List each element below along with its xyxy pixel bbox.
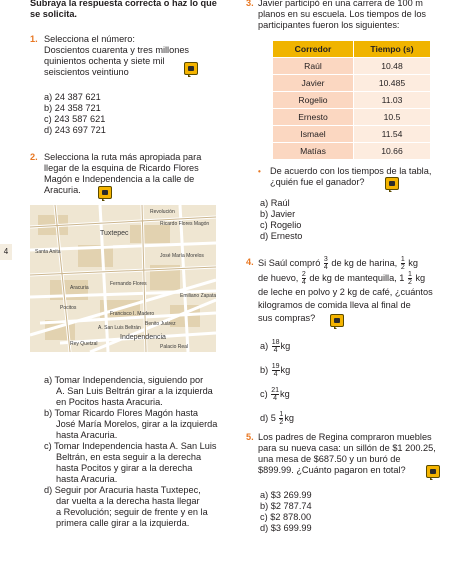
- text: kg: [280, 365, 291, 375]
- map-label-tuxtepec: Tuxtepec: [100, 230, 129, 237]
- question-5-number: 5.: [246, 432, 254, 442]
- map-label-santa-anita: Santa Anita: [35, 249, 61, 255]
- option-d[interactable]: d) Ernesto: [260, 231, 303, 241]
- numerator: 18: [271, 339, 280, 347]
- table-header-row: [273, 41, 431, 58]
- numerator: 1: [407, 271, 412, 278]
- times-table: [272, 40, 431, 160]
- question-2-number: 2.: [30, 152, 38, 162]
- chat-icon[interactable]: [184, 62, 198, 75]
- text: kg: [415, 272, 426, 283]
- table-cell: 10.48: [354, 58, 431, 75]
- option-d-line: a Revolución; seguir de frente y en la: [56, 507, 208, 517]
- text: a): [260, 341, 269, 351]
- option-a[interactable]: a) 24 387 621: [44, 92, 101, 102]
- question-4-line: [258, 271, 433, 286]
- question-5-line: para su nueva casa: un sillón de $1 200.25,: [258, 443, 436, 453]
- map-label-independencia: Independencia: [120, 334, 166, 341]
- option-b[interactable]: b) Tomar Ricardo Flores Magón hasta: [44, 408, 199, 418]
- table-cell: 10.66: [354, 143, 431, 160]
- street-map-svg: [30, 205, 216, 352]
- question-4-number: 4.: [246, 257, 254, 267]
- table-cell: 10.5: [354, 109, 431, 126]
- text: b): [260, 365, 269, 375]
- question-4-line: kilogramos de comida lleva al final de: [258, 300, 411, 310]
- question-4-line: [258, 256, 433, 271]
- denominator: 4: [273, 347, 278, 355]
- table-cell: Javier: [273, 75, 354, 92]
- text: kg: [280, 389, 290, 399]
- option-a-line: en Pocitos hasta Aracuria.: [56, 397, 163, 407]
- map-label-francisco-madero: Francisco I. Madero: [110, 311, 155, 317]
- question-1: [30, 34, 189, 78]
- option-a[interactable]: a) Raúl: [260, 198, 290, 208]
- question-3b-line: ¿quién fue el ganador?: [270, 177, 365, 187]
- question-1-line: Doscientos cuarenta y tres millones: [44, 45, 190, 55]
- numerator: 3: [323, 256, 328, 263]
- table-row: [273, 75, 431, 92]
- question-5-line: Los padres de Regina compraron muebles: [258, 432, 432, 442]
- map-label-san-luis-beltran: A. San Luis Beltrán: [98, 325, 141, 331]
- option-c-line: hasta Aracuria.: [56, 474, 118, 484]
- text: de kg de harina,: [331, 257, 398, 268]
- option-c-line: hasta Pocitos y girar a la derecha: [56, 463, 193, 473]
- map-label-fernando-flores: Fernando Flores: [110, 281, 147, 287]
- chat-icon[interactable]: [330, 314, 344, 327]
- numerator: 2: [301, 271, 306, 278]
- option-c[interactable]: [260, 382, 294, 406]
- option-d-line: primera calle girar a la izquierda.: [56, 518, 190, 528]
- question-4-options: [260, 334, 294, 430]
- map-label-palacio-real: Palacio Real: [160, 344, 189, 350]
- question-3-number: 3.: [246, 0, 254, 8]
- question-1-line: quinientos ochenta y siete mil: [44, 56, 165, 66]
- text: kg: [284, 413, 295, 423]
- question-3-ganador: [258, 166, 431, 188]
- question-4-line: de leche en polvo y 2 kg de café, ¿cuántos: [258, 287, 433, 297]
- map-label-ricardo-flores-magon: Ricardo Flores Magón: [160, 221, 210, 227]
- instructions-line-2: se solicita.: [30, 9, 77, 19]
- question-1-number: 1.: [30, 34, 38, 44]
- text: kg: [280, 341, 291, 351]
- map-label-rey-quetzal: Rey Quetzal: [70, 341, 98, 347]
- option-d[interactable]: d) 243 697 721: [44, 125, 106, 135]
- question-2: [30, 152, 201, 196]
- bullet-icon: •: [258, 167, 261, 176]
- denominator: 4: [323, 264, 328, 271]
- table-row: [273, 126, 431, 143]
- text: de huevo,: [258, 272, 299, 283]
- question-2-line: llegar de la esquina de Ricardo Flores: [44, 163, 199, 173]
- denominator: 4: [273, 395, 278, 403]
- option-b[interactable]: b) 24 358 721: [44, 103, 101, 113]
- question-3-line: planos en su escuela. Los tiempos de los: [258, 9, 427, 19]
- table-row: [273, 109, 431, 126]
- table-cell: 11.03: [354, 92, 431, 109]
- denominator: 2: [279, 419, 284, 427]
- table-cell: Ismael: [273, 126, 354, 143]
- map-label-aracuria: Aracuria: [70, 285, 89, 291]
- numerator: 19: [271, 363, 280, 371]
- map-label-pocitos: Pocitos: [60, 305, 77, 311]
- option-d[interactable]: d) $3 699.99: [260, 523, 312, 533]
- option-b[interactable]: b) Javier: [260, 209, 296, 219]
- denominator: 2: [407, 279, 412, 286]
- question-2-line: Magón e Independencia a la calle de: [44, 174, 195, 184]
- text: c): [260, 389, 268, 399]
- table-row: [273, 58, 431, 75]
- question-2-options: [44, 375, 217, 529]
- text: Si Saúl compró: [258, 257, 321, 268]
- question-5-line: una mesa de $687.50 y un buró de: [258, 454, 401, 464]
- option-c[interactable]: c) Tomar Independencia hasta A. San Luis: [44, 441, 217, 451]
- option-c-line: Beltrán, en esta seguir a la derecha: [56, 452, 202, 462]
- table-cell: Ernesto: [273, 109, 354, 126]
- question-2-line: Selecciona la ruta más apropiada para: [44, 152, 202, 162]
- option-b-line: José María Morelos, girar a la izquierda: [56, 419, 218, 429]
- numerator: 21: [271, 387, 280, 395]
- denominator: 4: [301, 279, 306, 286]
- side-page-tab: 4: [0, 244, 12, 260]
- table-cell: Matías: [273, 143, 354, 160]
- denominator: 4: [273, 371, 278, 379]
- option-a[interactable]: a) Tomar Independencia, siguiendo por: [44, 375, 204, 385]
- numerator: 1: [400, 256, 405, 263]
- option-b[interactable]: [260, 358, 294, 382]
- table-cell: 11.54: [354, 126, 431, 143]
- map-label-emiliano-zapata: Emiliano Zapata: [180, 293, 216, 299]
- fraction: [408, 271, 412, 286]
- fraction: [271, 387, 279, 402]
- option-d-line: dar vuelta a la derecha hasta llegar: [56, 496, 200, 506]
- text: de kg de mantequilla, 1: [309, 272, 405, 283]
- option-a-line: A. San Luis Beltrán girar a la izquierda: [56, 386, 213, 396]
- question-5-line: $899.99. ¿Cuánto pagaron en total?: [258, 465, 406, 475]
- chat-icon[interactable]: [385, 177, 399, 190]
- instructions-line-1: Subraya la respuesta correcta o haz lo que: [30, 0, 217, 8]
- option-a[interactable]: [260, 334, 294, 358]
- option-c[interactable]: c) $2 878.00: [260, 512, 312, 522]
- table-cell: 10.485: [354, 75, 431, 92]
- table-header-tiempo: Tiempo (s): [354, 41, 431, 58]
- table-cell: Rogelio: [273, 92, 354, 109]
- fraction: [302, 271, 306, 286]
- question-3b-line: De acuerdo con los tiempos de la tabla,: [270, 166, 432, 176]
- chat-icon[interactable]: [426, 465, 440, 478]
- denominator: 2: [400, 264, 405, 271]
- question-1-line: Selecciona el número:: [44, 34, 135, 44]
- map-label-revolucion: Revolución: [150, 209, 175, 215]
- question-3b-options: [260, 198, 302, 242]
- fraction: [272, 339, 280, 354]
- map-label-jose-maria-morelos: José María Morelos: [160, 253, 204, 259]
- fraction: [279, 411, 283, 426]
- instructions: [30, 0, 217, 20]
- option-a[interactable]: a) $3 269.99: [260, 490, 312, 500]
- text: d) 5: [260, 413, 276, 423]
- numerator: 1: [279, 411, 284, 419]
- question-4-line: sus compras?: [258, 313, 316, 323]
- table-row: [273, 92, 431, 109]
- fraction: [324, 256, 328, 271]
- fraction: [401, 256, 405, 271]
- question-3-line: Javier participó en una carrera de 100 m: [258, 0, 423, 8]
- option-c[interactable]: c) Rogelio: [260, 220, 302, 230]
- option-d[interactable]: [260, 406, 294, 430]
- question-3-text: [246, 0, 426, 31]
- option-c[interactable]: c) 243 587 621: [44, 114, 106, 124]
- question-5-options: [260, 490, 312, 534]
- map-label-benito-juarez: Benito Juárez: [145, 321, 176, 327]
- table-cell: Raúl: [273, 58, 354, 75]
- option-b[interactable]: b) $2 787.74: [260, 501, 312, 511]
- question-1-line: seiscientos veintiuno: [44, 67, 129, 77]
- option-d[interactable]: d) Seguir por Aracuria hasta Tuxtepec,: [44, 485, 201, 495]
- option-b-line: hasta Aracuria.: [56, 430, 118, 440]
- chat-icon[interactable]: [98, 186, 112, 199]
- street-map: [30, 205, 216, 352]
- question-5: [246, 432, 436, 476]
- question-3-line: participantes fueron los siguientes:: [258, 20, 400, 30]
- question-2-line: Aracuria.: [44, 185, 81, 195]
- text: kg: [408, 257, 418, 268]
- table-header-corredor: Corredor: [273, 41, 354, 58]
- question-1-options: [44, 92, 106, 136]
- fraction: [272, 363, 280, 378]
- table-row: [273, 143, 431, 160]
